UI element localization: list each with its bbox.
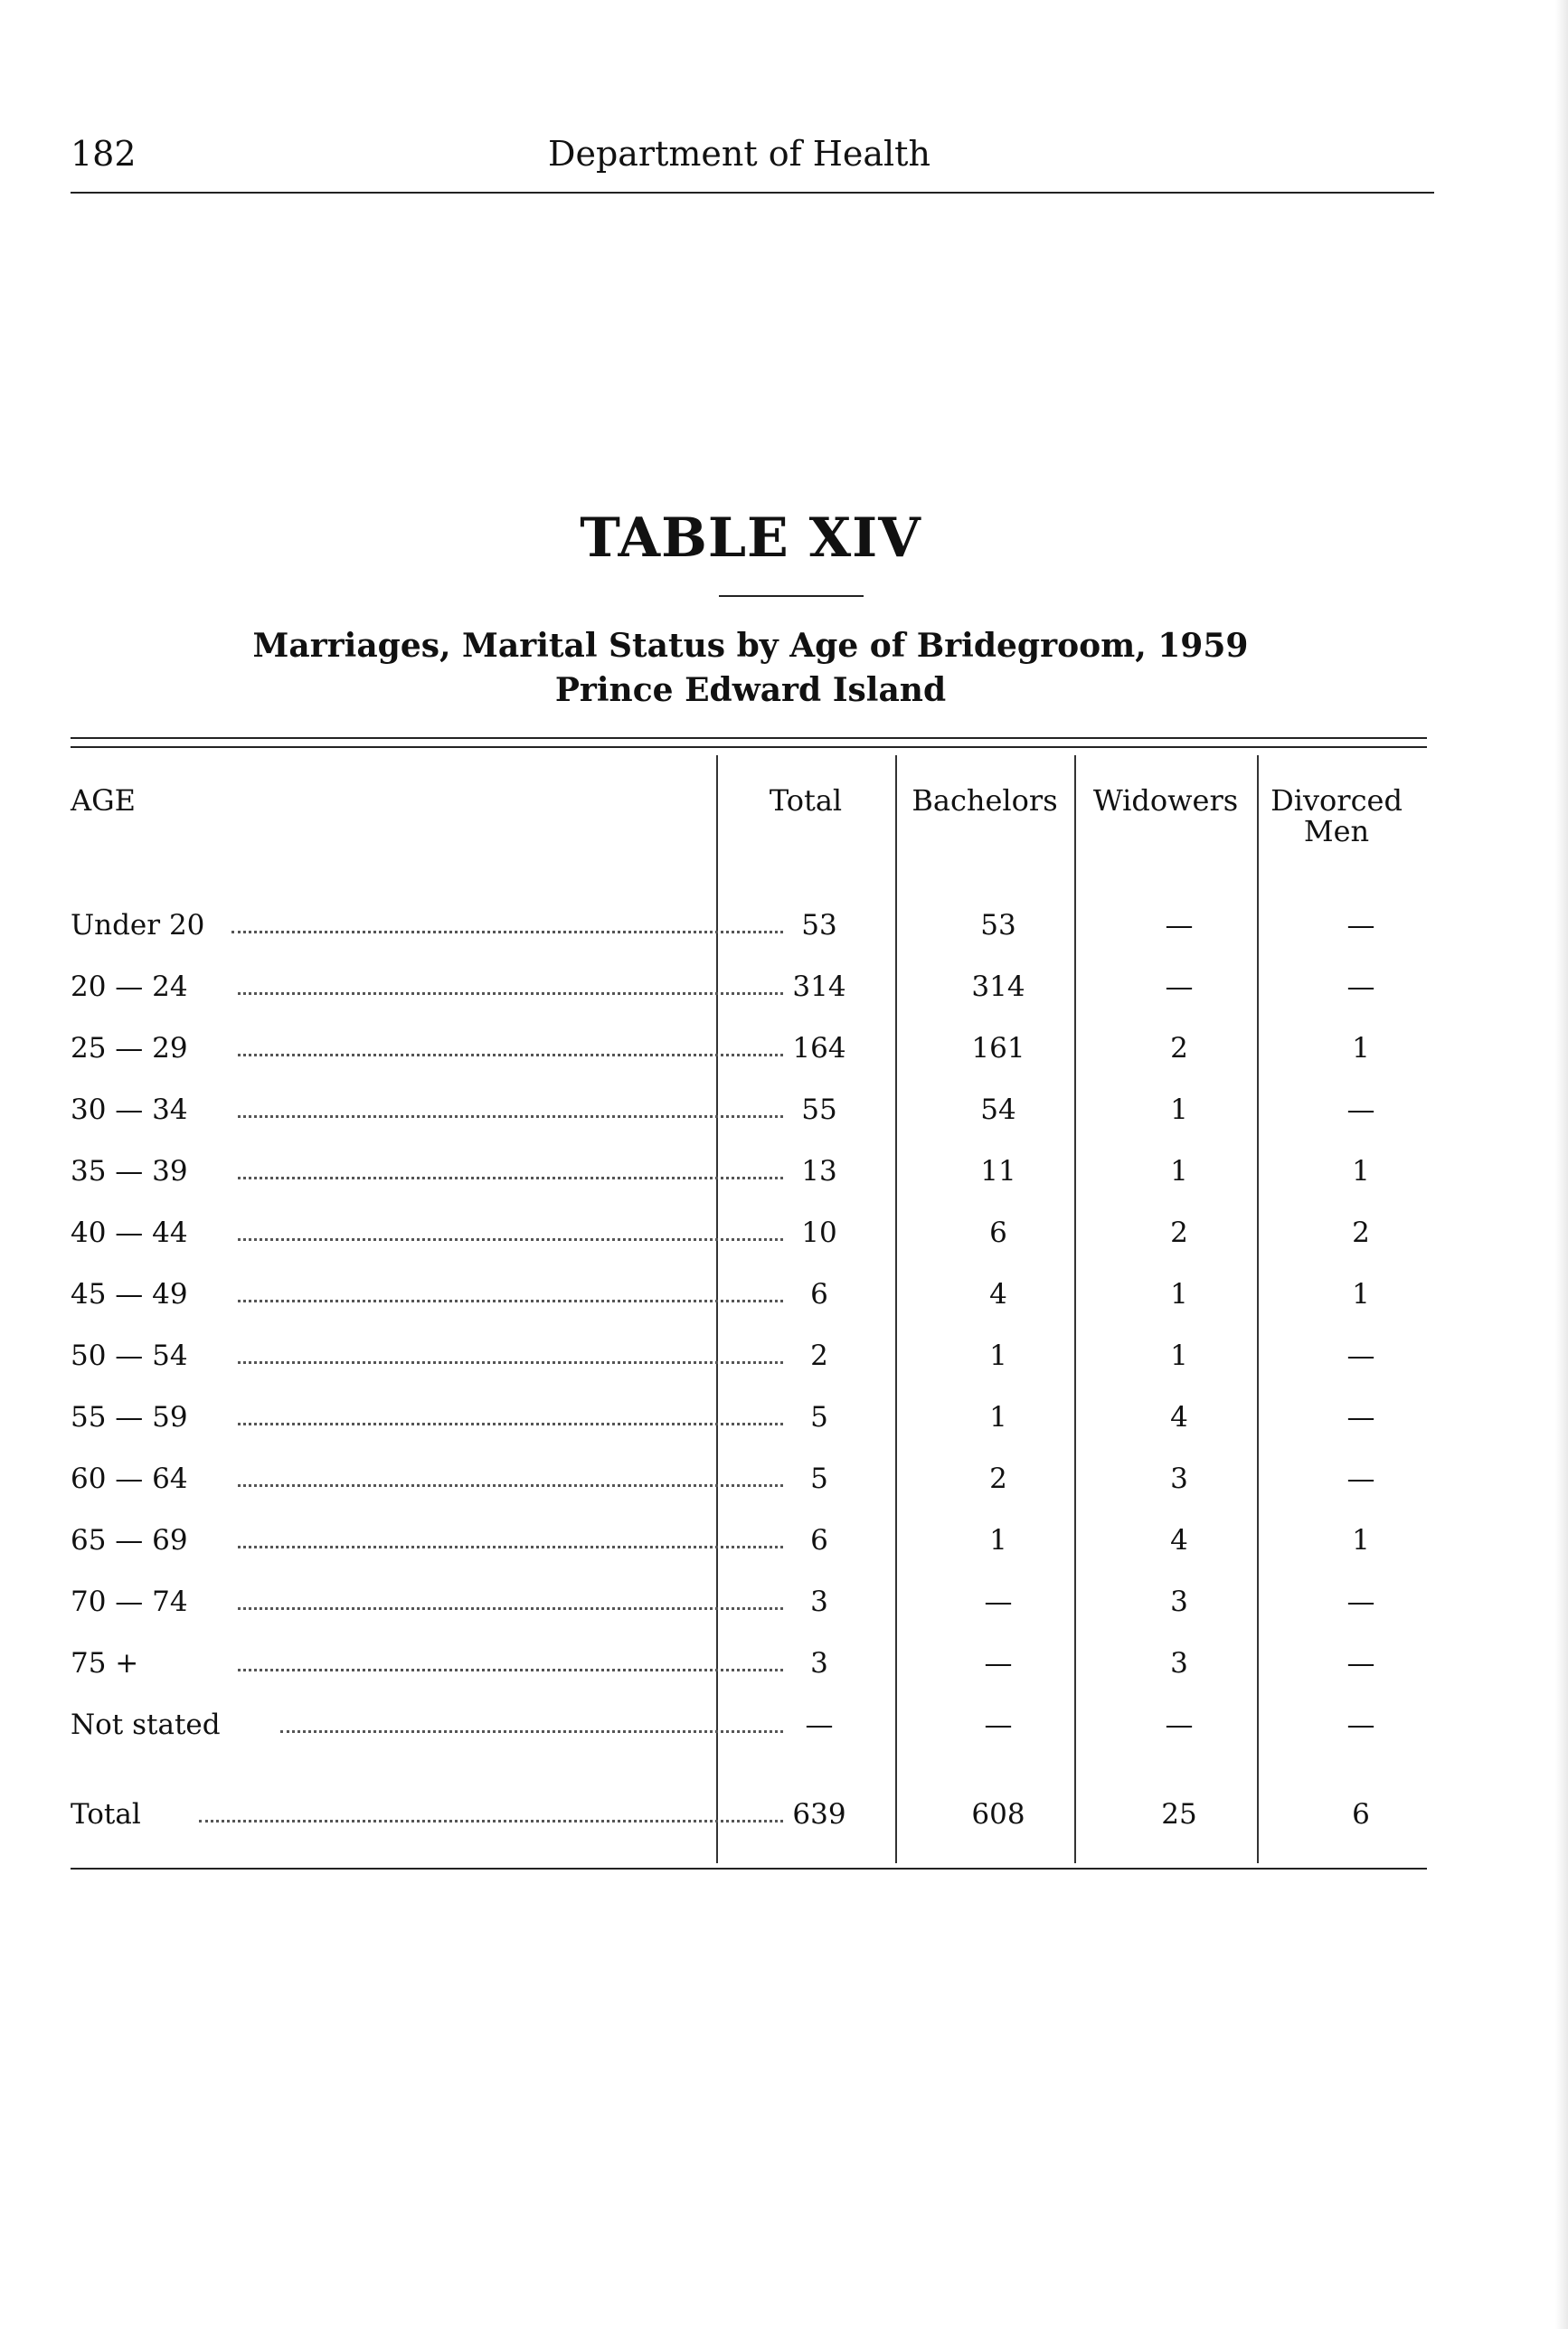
age-label: 75 + — [71, 1647, 139, 1680]
age-label: 30 — 34 — [71, 1093, 188, 1126]
widowers-value: — — [1165, 1709, 1194, 1741]
table-title: TABLE XIV — [580, 507, 921, 570]
table-bottom-rule — [71, 1868, 1427, 1870]
divorced-value: 1 — [1352, 1278, 1370, 1311]
table-total-row — [71, 1798, 1427, 1834]
divorced-value: — — [1346, 1647, 1375, 1680]
bachelors-value: 4 — [989, 1278, 1007, 1311]
divorced-value: — — [1346, 1709, 1375, 1741]
bachelors-value: 1 — [989, 1524, 1007, 1557]
dot-leader — [238, 1607, 783, 1610]
divorced-value: 6 — [1352, 1798, 1370, 1831]
running-head — [71, 134, 1434, 179]
widowers-value: 25 — [1161, 1798, 1197, 1831]
total-value: 55 — [801, 1093, 837, 1126]
header-total: Total — [769, 783, 843, 818]
table-row — [71, 1709, 1427, 1745]
divorced-value: — — [1346, 1586, 1375, 1618]
total-value: 2 — [810, 1340, 828, 1372]
bachelors-value: 11 — [980, 1155, 1016, 1188]
widowers-value: 2 — [1170, 1217, 1188, 1249]
table-row — [71, 1032, 1427, 1068]
dot-leader — [199, 1820, 783, 1822]
divorced-value: 1 — [1352, 1155, 1370, 1188]
table-row — [71, 1155, 1427, 1191]
widowers-value: — — [1165, 909, 1194, 942]
header-widowers: Widowers — [1092, 783, 1239, 818]
age-label: 40 — 44 — [71, 1217, 188, 1249]
bachelors-value: 53 — [980, 909, 1016, 942]
bachelors-value: 1 — [989, 1340, 1007, 1372]
total-value: 3 — [810, 1647, 828, 1680]
table-row — [71, 1093, 1427, 1130]
dot-leader — [238, 1546, 783, 1548]
bachelors-value: 608 — [971, 1798, 1025, 1831]
bachelors-value: — — [984, 1709, 1013, 1741]
running-title: Department of Health — [548, 134, 930, 174]
table-region: Prince Edward Island — [554, 670, 947, 709]
table-row — [71, 1463, 1427, 1499]
widowers-value: 1 — [1170, 1340, 1188, 1372]
dot-leader — [280, 1730, 783, 1733]
bachelors-value: 161 — [971, 1032, 1025, 1065]
table-top-rule-inner — [71, 746, 1427, 748]
table-row — [71, 1647, 1427, 1683]
table-subtitle-block — [0, 624, 1501, 712]
bachelors-value: 6 — [989, 1217, 1007, 1249]
age-label: Under 20 — [71, 909, 205, 942]
dot-leader — [238, 992, 783, 995]
age-label: Total — [71, 1798, 141, 1831]
divorced-value: — — [1346, 1093, 1375, 1126]
dot-leader — [238, 1054, 783, 1056]
table-row — [71, 970, 1427, 1007]
widowers-value: 1 — [1170, 1093, 1188, 1126]
total-value: 5 — [810, 1463, 828, 1495]
bachelors-value: — — [984, 1647, 1013, 1680]
table-row — [71, 1401, 1427, 1437]
dot-leader — [238, 1238, 783, 1241]
total-value: 3 — [810, 1586, 828, 1618]
total-value: 10 — [801, 1217, 837, 1249]
total-value: 6 — [810, 1278, 828, 1311]
divorced-value: — — [1346, 1463, 1375, 1495]
dot-leader — [238, 1177, 783, 1179]
dot-leader — [238, 1423, 783, 1425]
divorced-value: 1 — [1352, 1524, 1370, 1557]
bachelors-value: — — [984, 1586, 1013, 1618]
divorced-value: — — [1346, 970, 1375, 1003]
age-label: 70 — 74 — [71, 1586, 188, 1618]
total-value: 314 — [792, 970, 846, 1003]
header-divorced-men: Divorced Men — [1270, 783, 1403, 848]
age-label: 60 — 64 — [71, 1463, 188, 1495]
total-value: 13 — [801, 1155, 837, 1188]
widowers-value: 4 — [1170, 1401, 1188, 1434]
age-label: 50 — 54 — [71, 1340, 188, 1372]
dot-leader — [238, 1361, 783, 1364]
table-top-rule — [71, 737, 1427, 739]
widowers-value: — — [1165, 970, 1194, 1003]
table-row — [71, 1217, 1427, 1253]
dot-leader — [238, 1484, 783, 1487]
widowers-value: 4 — [1170, 1524, 1188, 1557]
age-label: 65 — 69 — [71, 1524, 188, 1557]
divorced-value: 1 — [1352, 1032, 1370, 1065]
total-value: 164 — [792, 1032, 846, 1065]
age-label: 25 — 29 — [71, 1032, 188, 1065]
widowers-value: 3 — [1170, 1586, 1188, 1618]
bachelors-value: 314 — [971, 970, 1025, 1003]
widowers-value: 1 — [1170, 1155, 1188, 1188]
age-label: 45 — 49 — [71, 1278, 188, 1311]
table-row — [71, 1524, 1427, 1560]
table-subtitle: Marriages, Marital Status by Age of Bridegroom, 1959 — [252, 627, 1249, 665]
age-label: 35 — 39 — [71, 1155, 188, 1188]
total-value: 639 — [792, 1798, 846, 1831]
widowers-value: 3 — [1170, 1647, 1188, 1680]
divorced-value: 2 — [1352, 1217, 1370, 1249]
header-rule — [71, 192, 1434, 194]
dot-leader — [238, 1115, 783, 1118]
table-row — [71, 1340, 1427, 1376]
age-label: 55 — 59 — [71, 1401, 188, 1434]
total-value: 53 — [801, 909, 837, 942]
bachelors-value: 2 — [989, 1463, 1007, 1495]
total-value: — — [805, 1709, 834, 1741]
widowers-value: 1 — [1170, 1278, 1188, 1311]
widowers-value: 2 — [1170, 1032, 1188, 1065]
table-row — [71, 1278, 1427, 1314]
table-row — [71, 1586, 1427, 1622]
header-age: AGE — [71, 783, 137, 818]
age-label: 20 — 24 — [71, 970, 188, 1003]
bachelors-value: 54 — [980, 1093, 1016, 1126]
header-bachelors: Bachelors — [912, 783, 1058, 818]
divorced-value: — — [1346, 909, 1375, 942]
page-number: 182 — [71, 134, 137, 174]
widowers-value: 3 — [1170, 1463, 1188, 1495]
divorced-value: — — [1346, 1401, 1375, 1434]
total-value: 5 — [810, 1401, 828, 1434]
bachelors-value: 1 — [989, 1401, 1007, 1434]
divorced-value: — — [1346, 1340, 1375, 1372]
title-rule — [719, 595, 864, 597]
table-row — [71, 909, 1427, 945]
dot-leader — [231, 931, 783, 933]
page-edge-shadow — [1555, 0, 1568, 2329]
dot-leader — [238, 1669, 783, 1671]
dot-leader — [238, 1300, 783, 1302]
age-label: Not stated — [71, 1709, 221, 1741]
total-value: 6 — [810, 1524, 828, 1557]
